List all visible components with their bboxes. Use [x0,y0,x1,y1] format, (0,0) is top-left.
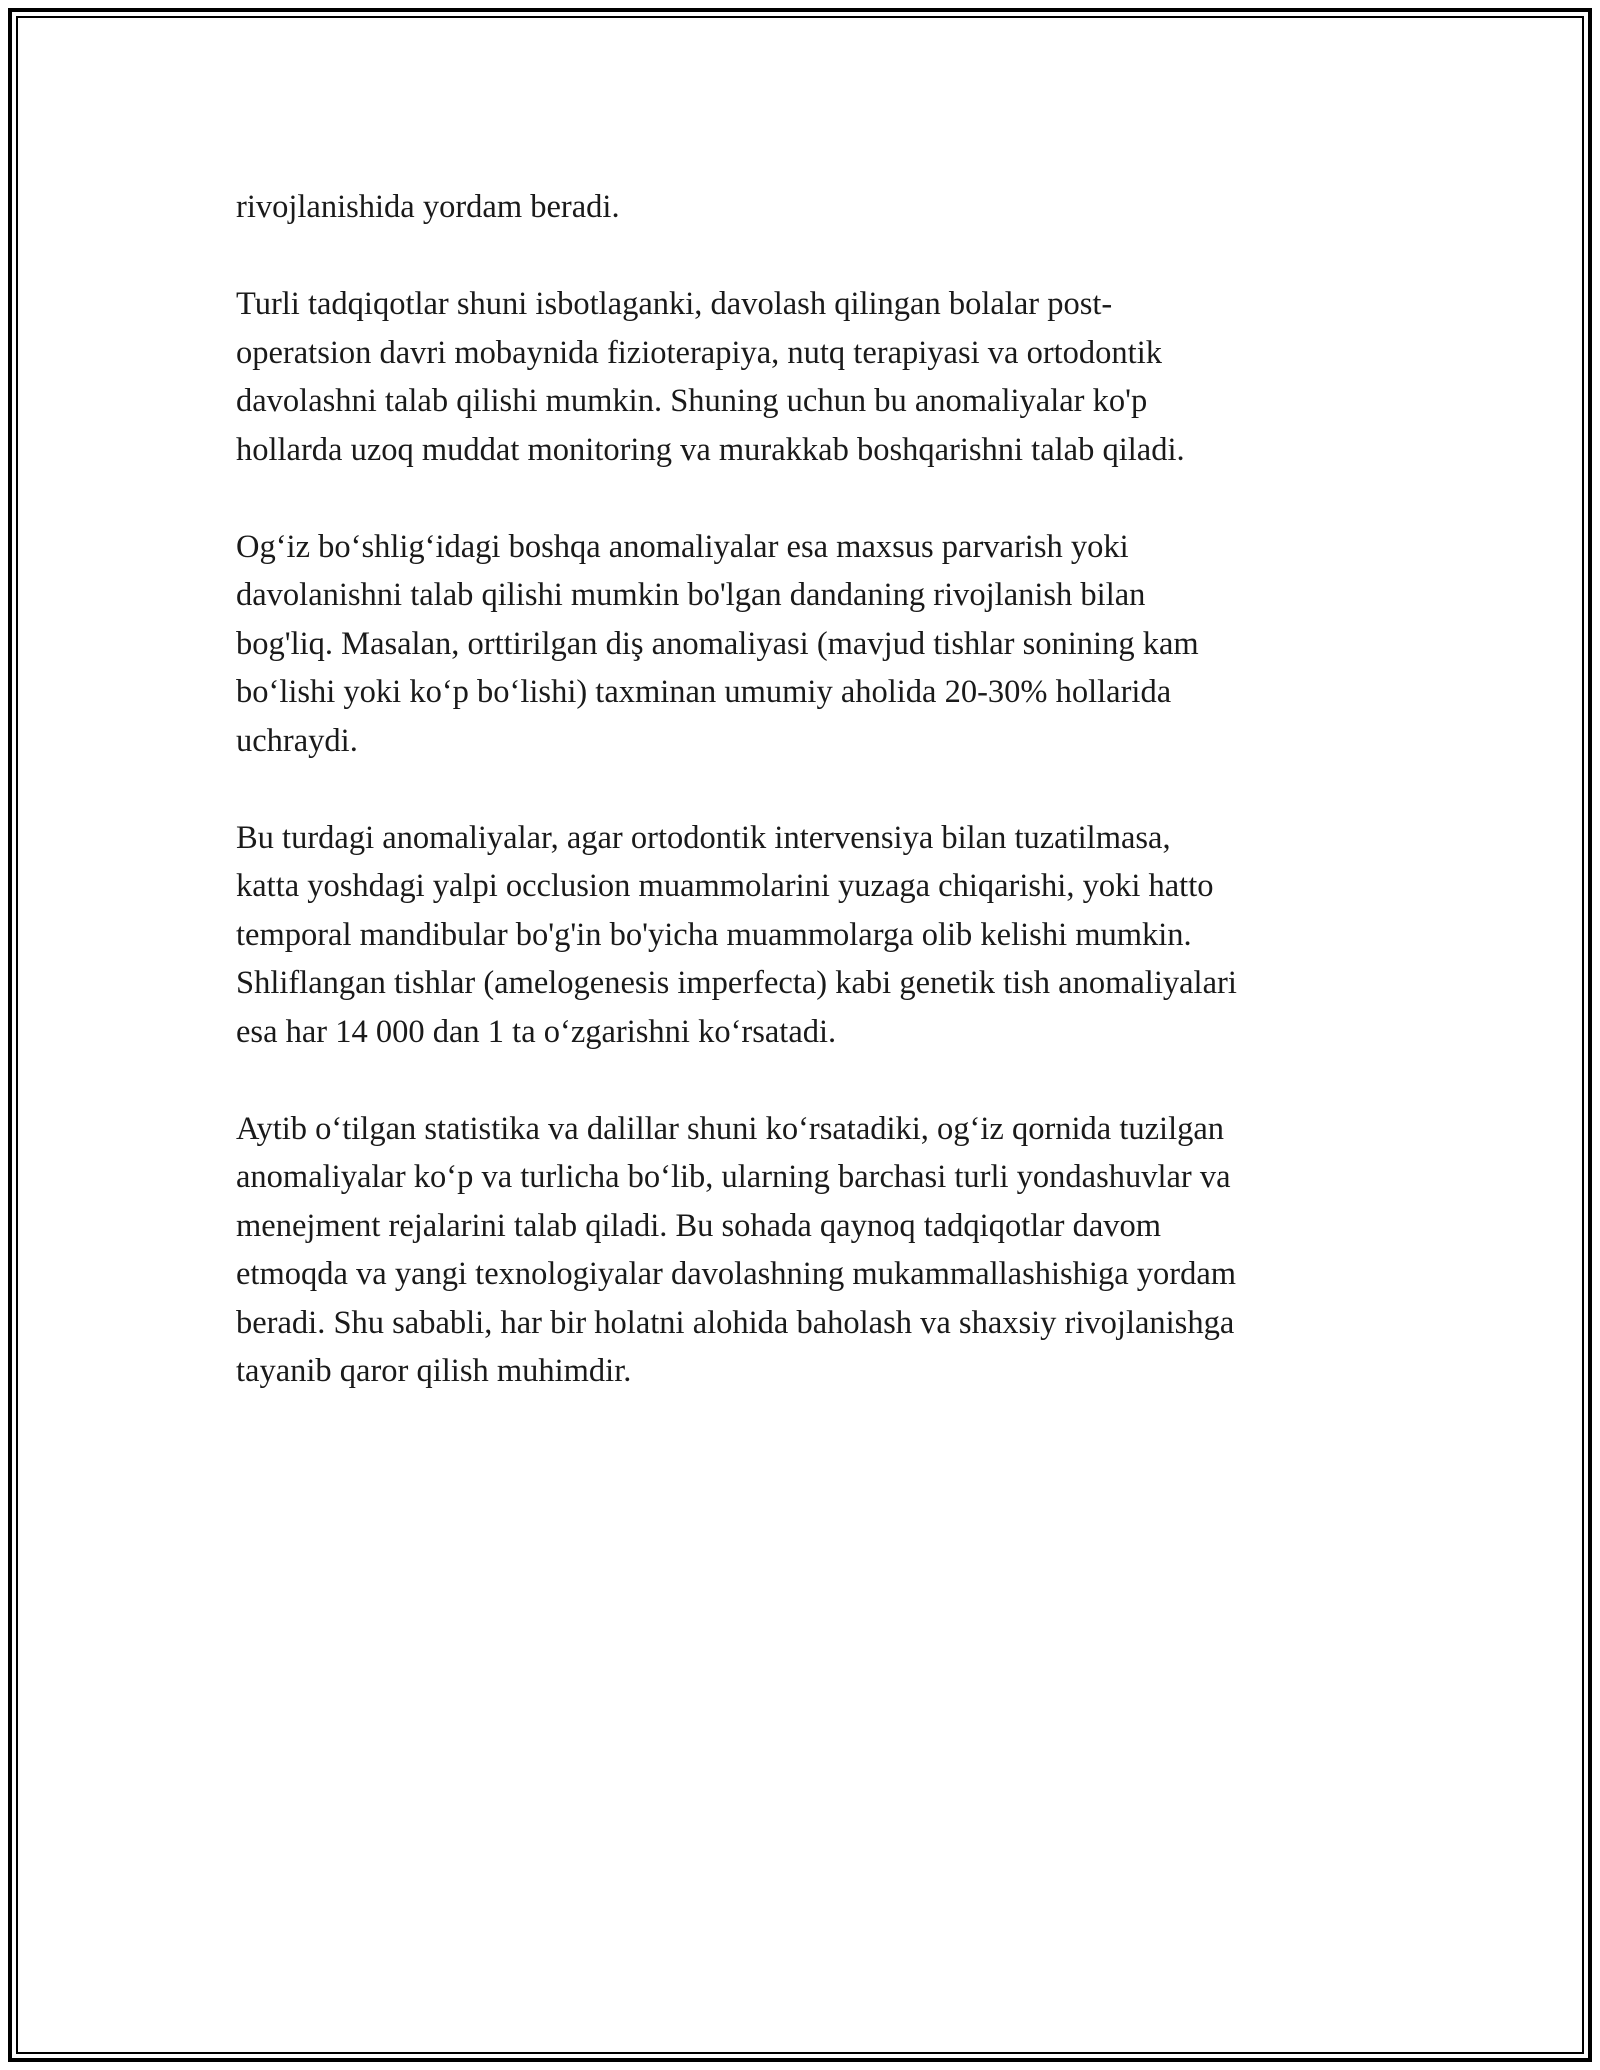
paragraph-3: Ogʻiz boʻshligʻidagi boshqa anomaliyalar esa maxsus parvarish yoki davolanishni talab qilishi mumkin bo'lgan dandaning rivojlanish bilan bog'liq. Masalan, orttirilgan diş anomaliyasi (mavjud tishlar sonining kam boʻlishi yoki koʻp boʻlishi) taxminan umumiy aholida 20-30% hollarida uchraydi. [236,528,1199,759]
document-body [236,183,1386,1444]
paragraph-2: Turli tadqiqotlar shuni isbotlaganki, davolash qilingan bolalar post- operatsion davri mobaynida fizioterapiya, nutq terapiyasi va ortodontik davolashni talab qilishi mumkin. Shuning uchun bu anomaliyalar ko'p hollarda uzoq muddat monitoring va murakkab boshqarishni talab qiladi. [236,286,1185,468]
paragraph-5: Aytib oʻtilgan statistika va dalillar shuni koʻrsatadiki, ogʻiz qornida tuzilgan anomaliyalar koʻp va turlicha boʻlib, ularning barchasi turli yondashuvlar va menejment rejalarini talab qiladi. Bu sohada qaynoq tadqiqotlar davom etmoqda va yangi texnologiyalar davolashning mukammallashishiga yordam beradi. Shu sababli, har bir holatni alohida baholash va shaxsiy rivojlanishga tayanib qaror qilish muhimdir. [236,1110,1237,1389]
paragraph-4: Bu turdagi anomaliyalar, agar ortodontik intervensiya bilan tuzatilmasa, katta yoshdagi yalpi occlusion muammolarini yuzaga chiqarishi, yoki hatto temporal mandibular bo'g'in bo'yicha muammolarga olib kelishi mumkin. Shliflangan tishlar (amelogenesis imperfecta) kabi genetik tish anomaliyalari esa har 14 000 dan 1 ta oʻzgarishni koʻrsatadi. [236,819,1237,1050]
paragraph-1: rivojlanishida yordam beradi. [236,189,620,225]
